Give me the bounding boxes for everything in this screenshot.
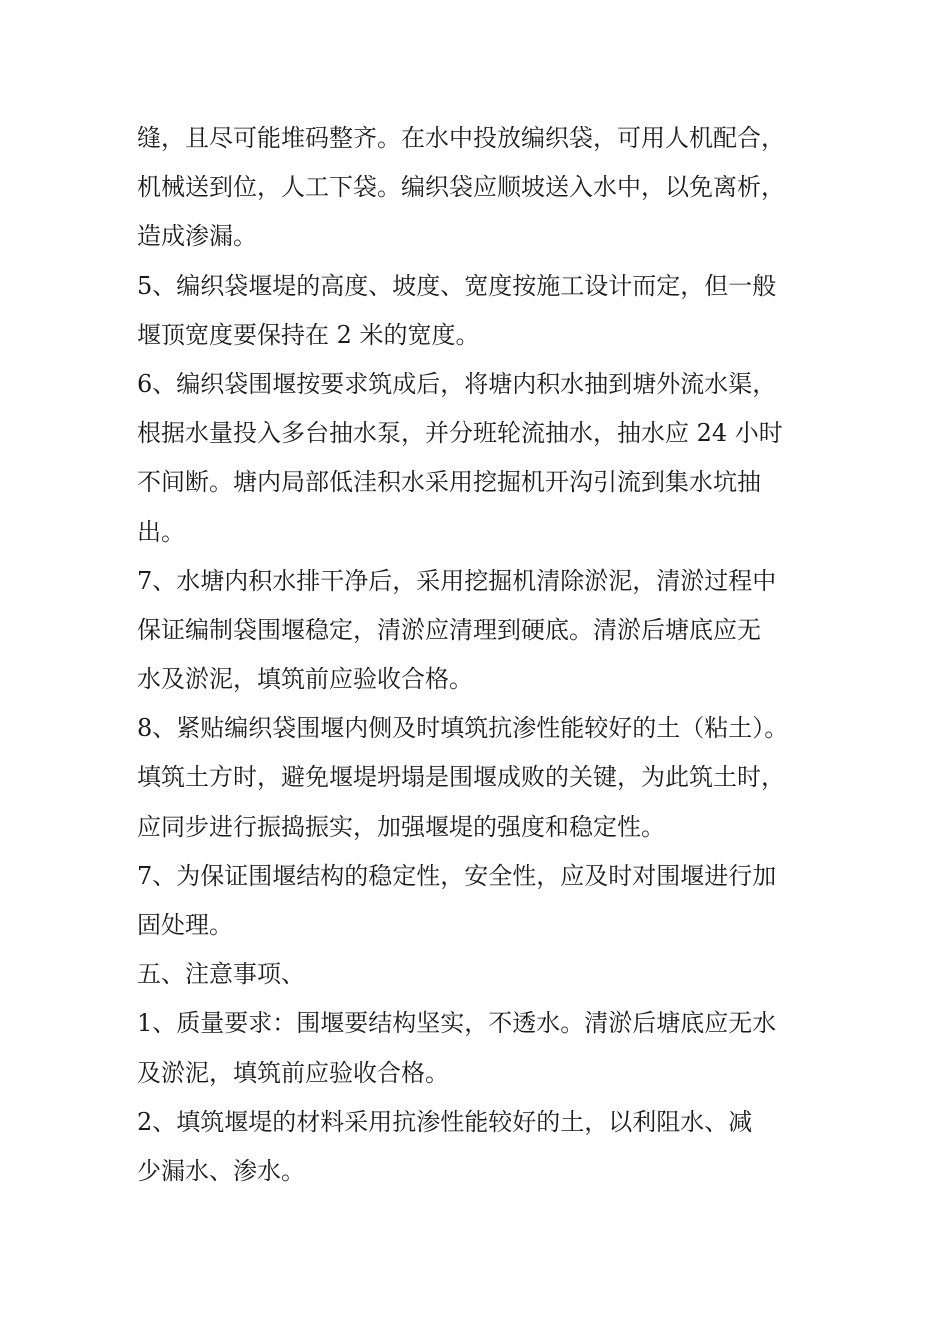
document-body	[137, 114, 837, 1196]
text-line: 应同步进行振捣振实，加强堰堤的强度和稳定性。	[137, 812, 665, 841]
text-line: 水及淤泥，填筑前应验收合格。	[137, 665, 473, 694]
text-line: 保证编制袋围堰稳定，清淤应清理到硬底。清淤后塘底应无	[137, 615, 761, 644]
text-line: 机械送到位，人工下袋。编织袋应顺坡送入水中，以免离析，	[137, 173, 785, 202]
text-line: 5、编织袋堰堤的高度、坡度、宽度按施工设计而定，但一般	[137, 271, 777, 300]
text-line: 固处理。	[137, 911, 233, 939]
text-line: 8、紧贴编织袋围堰内侧及时填筑抗渗性能较好的土（粘土）。	[137, 714, 789, 743]
text-line: 1、质量要求：围堰要结构坚实，不透水。清淤后塘底应无水	[137, 1009, 777, 1038]
text-line: 造成渗漏。	[137, 222, 257, 251]
text-line: 7、水塘内积水排干净后，采用挖掘机清除淤泥，清淤过程中	[137, 566, 777, 595]
text-line: 缝，且尽可能堆码整齐。在水中投放编织袋，可用人机配合，	[137, 124, 785, 152]
section-heading: 五、注意事项、	[137, 960, 305, 989]
text-line: 出。	[137, 517, 185, 546]
text-line: 根据水量投入多台抽水泵，并分班轮流抽水，抽水应 24 小时	[137, 419, 783, 448]
text-line: 填筑土方时，避免堰堤坍塌是围堰成败的关键，为此筑土时，	[137, 763, 785, 792]
text-line: 6、编织袋围堰按要求筑成后，将塘内积水抽到塘外流水渠，	[137, 369, 777, 398]
text-line: 及淤泥，填筑前应验收合格。	[137, 1058, 449, 1087]
text-line: 堰顶宽度要保持在 2 米的宽度。	[137, 320, 480, 349]
text-line: 不间断。塘内局部低洼积水采用挖掘机开沟引流到集水坑抽	[137, 468, 761, 497]
text-line: 少漏水、渗水。	[137, 1156, 305, 1185]
text-line: 7、为保证围堰结构的稳定性，安全性，应及时对围堰进行加	[137, 861, 777, 890]
text-line: 2、填筑堰堤的材料采用抗渗性能较好的土，以利阻水、减	[137, 1107, 753, 1136]
